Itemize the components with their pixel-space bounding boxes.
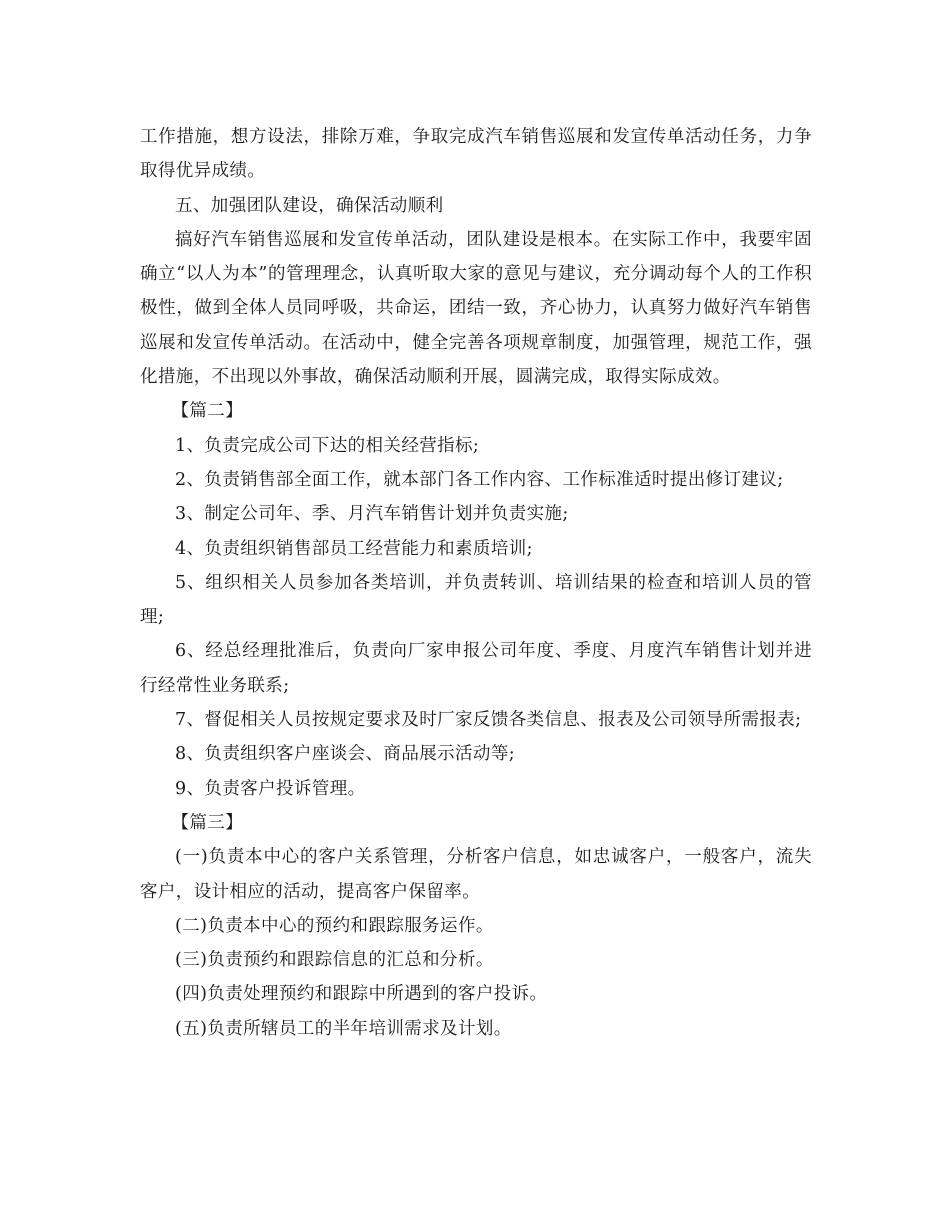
list-item: 3、制定公司年、季、月汽车销售计划并负责实施; [175,504,569,525]
list-item: (一)负责本中心的客户关系管理，分析客户信息，如忠诚客户，一般客户，流失客户，设计相应的活动，提高客户保留率。 [140,847,812,902]
list-item: 2、负责销售部全面工作，就本部门各工作内容、工作标准适时提出修订建议; [175,469,784,490]
list-item: 7、督促相关人员按规定要求及时厂家反馈各类信息、报表及公司领导所需报表; [175,710,802,731]
section-heading-team-building: 五、加强团队建设，确保活动顺利 [175,195,444,216]
section-heading-part-three: 【篇三】 [171,812,244,833]
section-heading-part-two: 【篇二】 [171,401,244,422]
list-item: (二)负责本中心的预约和跟踪服务运作。 [175,915,494,936]
list-item: 4、负责组织销售部员工经营能力和素质培训; [175,538,533,559]
document-body [140,120,812,1046]
list-item: 5、组织相关人员参加各类培训，并负责转训、培训结果的检查和培训人员的管理; [140,572,812,628]
list-item: (五)负责所辖员工的半年培训需求及计划。 [175,1018,512,1039]
list-item: 8、负责组织客户座谈会、商品展示活动等; [175,744,516,765]
list-item: (四)负责处理预约和跟踪中所遇到的客户投诉。 [175,984,548,1005]
list-item: 6、经总经理批准后，负责向厂家申报公司年度、季度、月度汽车销售计划并进行经常性业务联系; [140,641,812,696]
paragraph-team-building: 搞好汽车销售巡展和发宣传单活动，团队建设是根本。在实际工作中，我要牢固确立“以人为本”的管理理念，认真听取大家的意见与建议，充分调动每个人的工作积极性，做到全体人员同呼吸，共命运，团结一致，齐心协力，认真努力做好汽车销售巡展和发宣传单活动。在活动中，健全完善各项规章制度，加强管理，规范工作，强化措施，不出现以外事故，确保活动顺利开展，圆满完成，取得实际成效。 [140,229,812,388]
list-item: (三)负责预约和跟踪信息的汇总和分析。 [175,950,494,971]
list-item: 1、负责完成公司下达的相关经营指标; [175,435,480,456]
list-item: 9、负责客户投诉管理。 [175,778,366,799]
paragraph-closing-measures: 工作措施，想方设法，排除万难，争取完成汽车销售巡展和发宣传单活动任务，力争取得优异成绩。 [140,127,812,182]
